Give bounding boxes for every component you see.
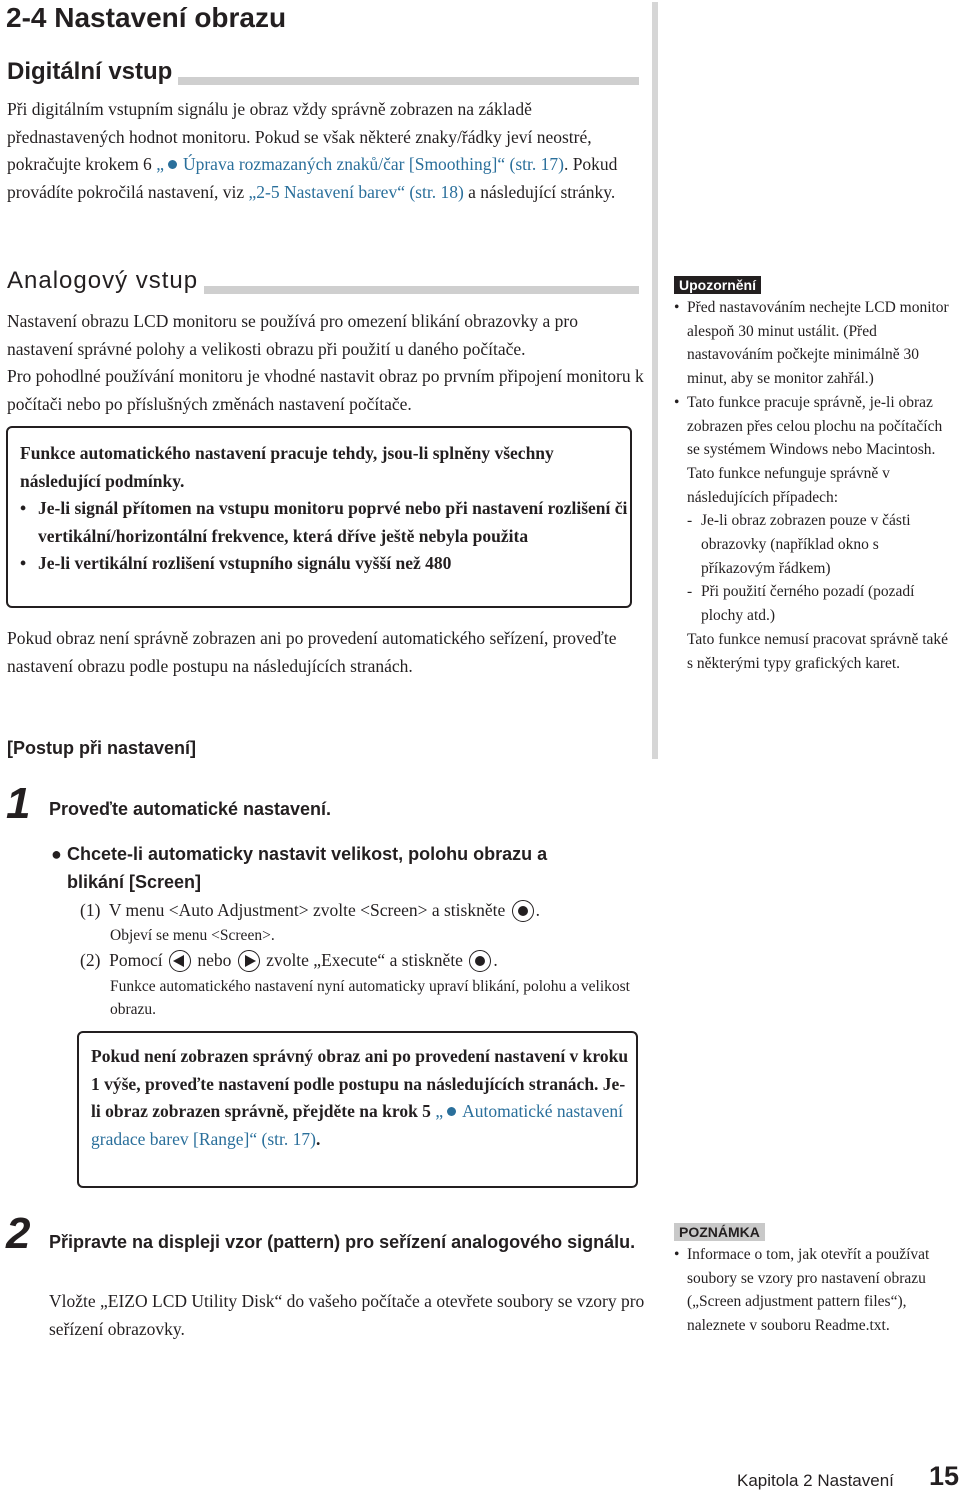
page-title: 2-4 Nastavení obrazu xyxy=(6,2,287,33)
digital-text-1: Při digitálním vstupním signálu je obraz vždy správně zobrazen na základě přednastavených hodnot monitoru. Pokud se však některé znaky/řádky jeví neostré, pokračujte krokem 6 xyxy=(7,99,592,174)
analog-paragraphs xyxy=(7,308,647,418)
step-1-item-2-note: Funkce automatického nastavení nyní automaticky upraví blikání, polohu a velikost obrazu. xyxy=(110,978,630,1018)
color-settings-link[interactable]: „2-5 Nastavení barev“ (str. 18) xyxy=(248,181,464,202)
list-item: • Je-li signál přítomen na vstupu monitoru poprvé nebo při nastavení rozlišení či vertikální/horizontální frekvence, která dříve ještě nebyla použita xyxy=(20,495,630,550)
note-item-1: • Informace o tom, jak otevřít a používat soubory se vzory pro nastavení obrazu („Screen adjustment pattern files“), naleznete v souboru Readme.txt. xyxy=(674,1243,958,1338)
warning-subitem-2: - Při použití černého pozadí (pozadí plochy atd.) xyxy=(687,583,915,625)
warning-tag: Upozornění xyxy=(674,276,761,294)
enter-button-icon xyxy=(512,900,534,922)
note-box-text: Pokud není zobrazen správný obraz ani po provedení nastavení v kroku 1 výše, proveďte nastavení podle postupu na následujících stranách. Je-li obraz zobrazen správně, přejděte na krok 5 „ Automatické nastavení gradace barev [Range]“ (str. 17). xyxy=(91,1046,629,1149)
bullet-dot-icon xyxy=(447,1107,456,1116)
procedure-heading: [Postup při nastavení] xyxy=(7,738,197,758)
enter-button-icon xyxy=(469,950,491,972)
conditions-intro: Funkce automatického nastavení pracuje tehdy, jsou-li splněny všechny následující podmínky. xyxy=(20,443,554,491)
step-1-note-box xyxy=(77,1031,638,1188)
warning-tail: Tato funkce nemusí pracovat správně také s některými typy grafických karet. xyxy=(687,630,949,672)
warning-item-2: • Tato funkce pracuje správně, je-li obraz zobrazen přes celou plochu na počítačích se systémem Windows nebo Macintosh. Tato funkce nefunguje správně v následujících případech: xyxy=(674,391,956,510)
section-heading-text: Analogový vstup xyxy=(7,266,204,296)
section-heading-analog xyxy=(7,266,639,296)
item-text: Pomocí xyxy=(109,950,163,970)
item-number: (1) xyxy=(80,900,101,920)
step-1-subtitle: ● Chcete-li automaticky nastavit velikost, polohu obrazu a blikání [Screen] xyxy=(49,840,609,896)
item-text: nebo xyxy=(197,950,232,970)
warning-content xyxy=(674,296,956,675)
digital-text-2: . Pokud provádíte pokročilá nastavení, viz xyxy=(7,154,618,202)
bullet-icon: ● xyxy=(51,844,62,864)
section-heading-digital xyxy=(7,57,639,87)
bullet-dot-icon xyxy=(168,160,177,169)
step-number-1: 1 xyxy=(6,779,31,828)
item-number: (2) xyxy=(80,950,101,970)
item-text: V menu <Auto Adjustment> zvolte <Screen> a stiskněte xyxy=(108,900,506,920)
step-2-text: Vložte „EIZO LCD Utility Disk“ do vašeho počítače a otevřete soubory se vzory pro seřízení obrazovky. xyxy=(49,1291,645,1339)
analog-paragraph-1: Nastavení obrazu LCD monitoru se používá pro omezení blikání obrazovky a pro nastavení správné polohy a velikosti obrazu při použití u daného počítače. xyxy=(7,311,579,359)
conditions-list xyxy=(20,495,630,578)
step-1-item-2: (2) Pomocí nebo zvolte „Execute“ a stiskněte . xyxy=(80,950,498,970)
page-number: 15 xyxy=(929,1461,960,1491)
note-tag: POZNÁMKA xyxy=(674,1223,765,1241)
warning-subitem-1: - Je-li obraz zobrazen pouze v části obrazovky (například okno s příkazovým řádkem) xyxy=(687,512,911,577)
digital-text-3: a následující stránky. xyxy=(463,181,616,202)
footer-chapter: Kapitola 2 Nastavení xyxy=(737,1471,894,1490)
step-1-title: Proveďte automatické nastavení. xyxy=(49,799,332,819)
note-content xyxy=(674,1243,958,1338)
step-1-item-1-note: Objeví se menu <Screen>. xyxy=(110,927,275,944)
analog-paragraph-2: Pro pohodlné používání monitoru je vhodné nastavit obraz po prvním připojení monitoru k počítači nebo po příslušných změnách nastavení počítače. xyxy=(7,366,644,414)
warning-item-1: • Před nastavováním nechejte LCD monitor alespoň 30 minut ustálit. (Před nastavováním počkejte minimálně 30 minut, aby se monitor zahřál.) xyxy=(674,296,956,391)
range-link[interactable]: „ Automatické nastavení gradace barev [Range]“ (str. 17) xyxy=(91,1101,623,1149)
item-text: zvolte „Execute“ a stiskněte xyxy=(266,950,463,970)
section-heading-text: Digitální vstup xyxy=(7,57,178,87)
right-arrow-button-icon xyxy=(238,950,260,972)
conditions-box xyxy=(6,426,632,608)
digital-paragraph xyxy=(7,96,642,206)
list-item: • Je-li vertikální rozlišení vstupního signálu vyšší než 480 xyxy=(20,550,630,578)
left-arrow-button-icon xyxy=(169,950,191,972)
step-1-item-1: (1) V menu <Auto Adjustment> zvolte <Screen> a stiskněte . xyxy=(80,900,540,920)
column-divider xyxy=(652,2,658,759)
step-2-title: Připravte na displeji vzor (pattern) pro seřízení analogového signálu. xyxy=(49,1232,636,1252)
step-number-2: 2 xyxy=(6,1209,31,1258)
smoothing-link[interactable]: „ Úprava rozmazaných znaků/čar [Smoothing]“ (str. 17) xyxy=(156,154,564,174)
analog-paragraph-3: Pokud obraz není správně zobrazen ani po provedení automatického seřízení, proveďte nastavení obrazu podle postupu na následujících stranách. xyxy=(7,628,617,676)
